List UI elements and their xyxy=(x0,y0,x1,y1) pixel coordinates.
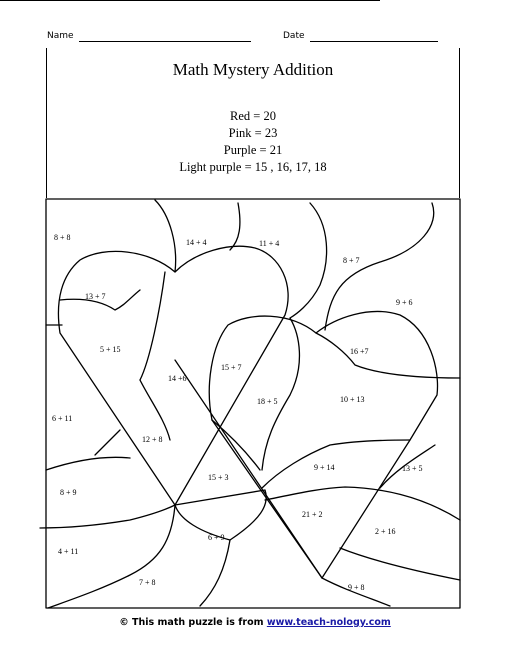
legend-red: Red = 20 xyxy=(230,109,276,123)
problem-2: 14 + 4 xyxy=(186,238,207,247)
name-label: Name xyxy=(47,31,74,41)
legend-light-purple: Light purple = 15 , 16, 17, 18 xyxy=(179,160,327,174)
puzzle-lines xyxy=(40,199,460,608)
problem-11: 18 + 5 xyxy=(257,397,278,406)
problem-20: 2 + 16 xyxy=(375,527,396,536)
problem-3: 11 + 4 xyxy=(259,239,280,248)
problem-10: 16 +7 xyxy=(350,347,369,356)
footer-link[interactable]: www.teach-nology.com xyxy=(266,617,391,628)
problem-8: 14 +6 xyxy=(168,374,187,383)
footer-prefix: © This math puzzle is from xyxy=(119,617,267,628)
problem-18: 8 + 9 xyxy=(60,488,77,497)
problem-23: 7 + 8 xyxy=(139,578,156,587)
footer-credit xyxy=(0,617,510,628)
problem-19: 21 + 2 xyxy=(302,510,323,519)
problem-5: 13 + 7 xyxy=(85,292,106,301)
problem-16: 13 + 5 xyxy=(402,464,423,473)
problem-9: 15 + 7 xyxy=(221,363,242,372)
problem-12: 10 + 13 xyxy=(340,395,365,404)
problem-21: 6 + 9 xyxy=(208,533,225,542)
legend-pink: Pink = 23 xyxy=(228,126,278,140)
problem-6: 9 + 6 xyxy=(396,298,413,307)
page-title: Math Mystery Addition xyxy=(172,60,334,79)
legend-purple: Purple = 21 xyxy=(223,143,283,157)
problem-15: 9 + 14 xyxy=(314,463,335,472)
problem-4: 8 + 7 xyxy=(343,256,360,265)
problem-22: 4 + 11 xyxy=(58,547,79,556)
problem-7: 5 + 15 xyxy=(100,345,121,354)
problem-24: 9 + 8 xyxy=(348,583,365,592)
problem-17: 15 + 3 xyxy=(208,473,229,482)
date-label: Date xyxy=(283,31,305,41)
puzzle-frame xyxy=(46,199,460,608)
problem-labels xyxy=(52,233,423,592)
problem-14: 12 + 8 xyxy=(142,435,163,444)
problem-1: 8 + 8 xyxy=(54,233,71,242)
problem-13: 6 + 11 xyxy=(52,414,73,423)
